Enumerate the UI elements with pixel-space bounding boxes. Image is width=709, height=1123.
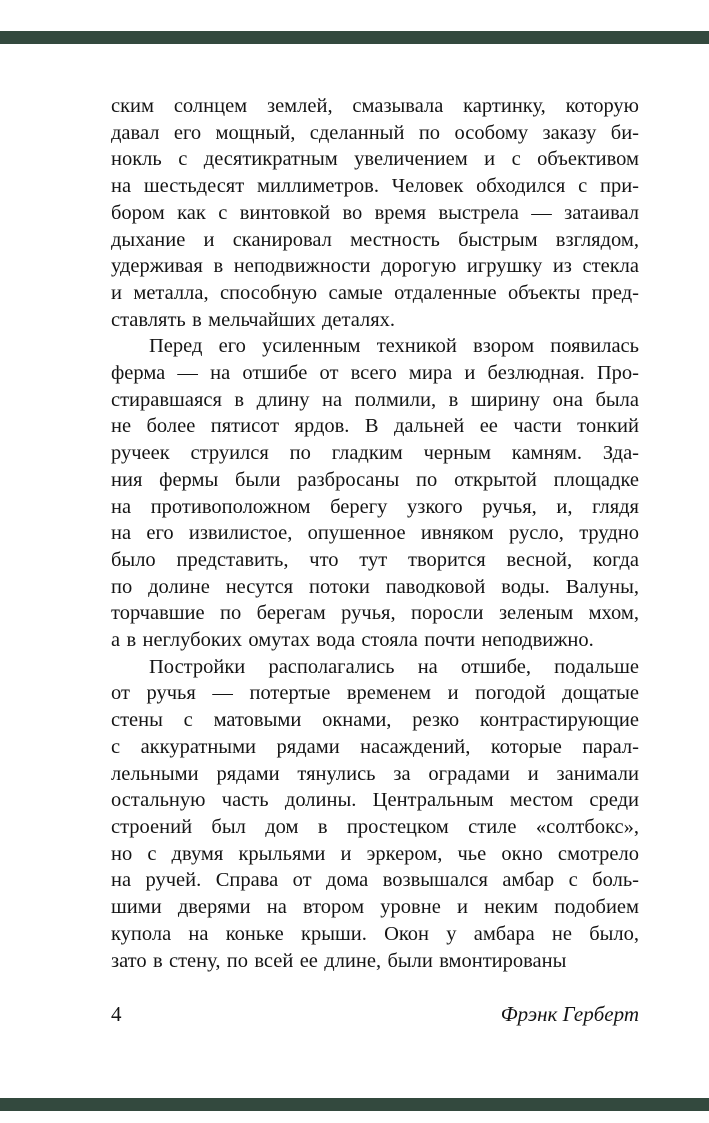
text-line: на его извилистое, опушенное ивняком русло, трудно xyxy=(111,522,639,545)
top-edge-bar xyxy=(0,31,709,44)
text-line: бором как с винтовкой во время выстрела — затаивал xyxy=(111,201,639,224)
page-number: 4 xyxy=(111,1002,122,1026)
text-line: удерживая в неподвижности дорогую игрушку из стекла xyxy=(111,255,639,278)
text-line: шими дверями на втором уровне и неким подобием xyxy=(111,896,639,919)
text-line: ским солнцем землей, смазывала картинку, которую xyxy=(111,95,639,117)
text-line: но с двумя крыльями и эркером, чье окно смотрело xyxy=(111,842,639,865)
text-line: остальную часть долины. Центральным местом среди xyxy=(111,789,639,812)
text-line: ставлять в мельчайших деталях. xyxy=(111,308,396,331)
text-line: стиравшаяся в длину на полмили, в ширину она была xyxy=(111,388,639,411)
text-line: не более пятисот ярдов. В дальней ее части тонкий xyxy=(111,415,639,438)
text-line: было представить, что тут творится весной, когда xyxy=(111,548,639,571)
text-line: строений был дом в простецком стиле «солтбокс», xyxy=(111,815,639,838)
text-line: давал его мощный, сделанный по особому заказу би- xyxy=(111,121,639,144)
text-line: Перед его усиленным техникой взором появилась xyxy=(149,335,639,358)
paragraph xyxy=(111,333,639,653)
text-line: ферма — на отшибе от всего мира и безлюдная. Про- xyxy=(111,362,639,385)
text-line: с аккуратными рядами насаждений, которые парал- xyxy=(111,735,639,758)
text-line: купола на коньке крыши. Окон у амбара не было, xyxy=(111,922,639,945)
paragraph xyxy=(111,654,639,974)
text-line: лельными рядами тянулись за оградами и занимали xyxy=(111,762,639,785)
text-line: ручеек струился по гладким черным камням. Зда- xyxy=(111,442,639,465)
text-line: а в неглубоких омутах вода стояла почти неподвижно. xyxy=(111,629,594,652)
text-line: на противоположном берегу узкого ручья, и, глядя xyxy=(111,495,639,518)
running-head-author: Фрэнк Герберт xyxy=(500,1002,639,1026)
text-line: зато в стену, по всей ее длине, были вмонтированы xyxy=(111,949,567,972)
text-line: нокль с десятикратным увеличением и с объективом xyxy=(111,148,639,171)
text-line: по долине несутся потоки паводковой воды. Валуны, xyxy=(111,575,639,598)
text-line: Постройки располагались на отшибе, подальше xyxy=(149,655,639,678)
text-line: ния фермы были разбросаны по открытой площадке xyxy=(111,468,639,491)
text-line: и металла, способную самые отдаленные объекты пред- xyxy=(111,281,639,304)
text-line: на ручей. Справа от дома возвышался амбар с боль- xyxy=(111,869,639,892)
text-line: на шестьдесят миллиметров. Человек обходился с при- xyxy=(111,175,639,198)
page-text-block xyxy=(111,93,639,974)
text-line: дыхание и сканировал местность быстрым взглядом, xyxy=(111,228,639,251)
text-line: торчавшие по берегам ручья, поросли зеленым мхом, xyxy=(111,602,639,625)
paragraph xyxy=(111,93,639,333)
text-line: от ручья — потертые временем и погодой дощатые xyxy=(111,682,639,705)
bottom-edge-bar xyxy=(0,1098,709,1111)
text-line: стены с матовыми окнами, резко контрастирующие xyxy=(111,709,639,732)
page-footer xyxy=(111,1001,639,1027)
